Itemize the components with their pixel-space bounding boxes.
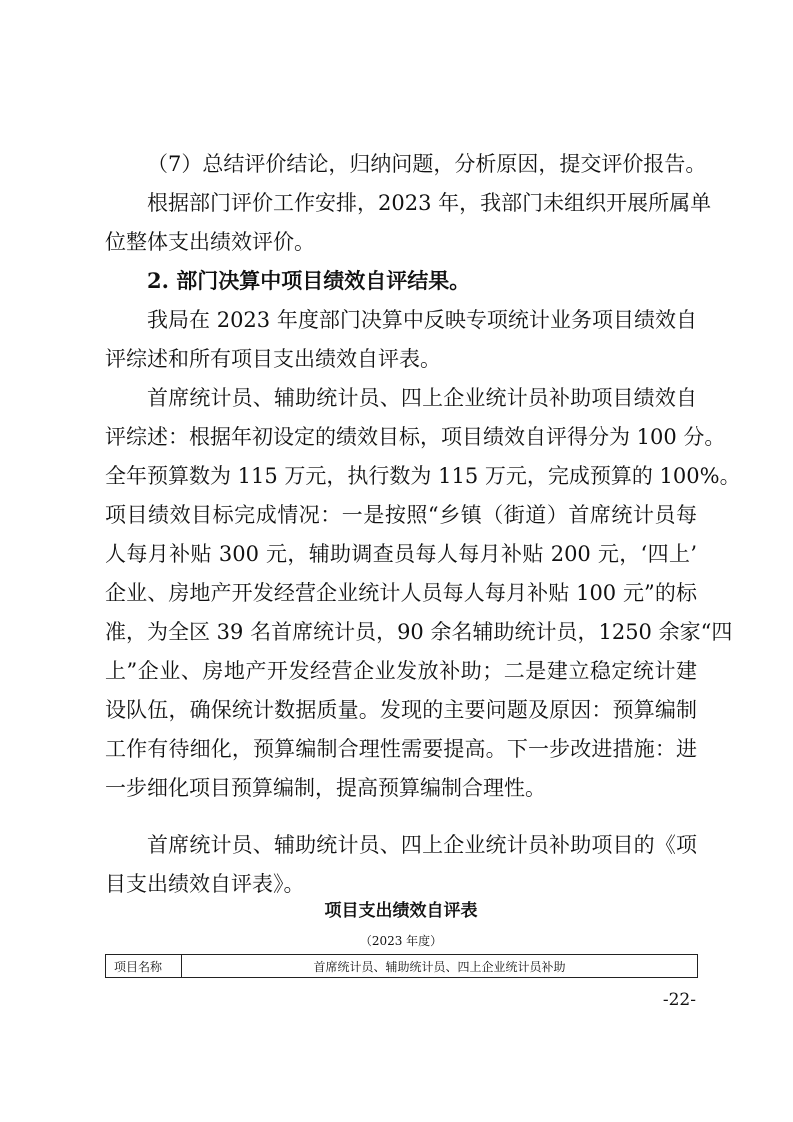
table-row	[106, 955, 698, 978]
paragraph-line: 上”企业、房地产开发经营企业发放补助；二是建立稳定统计建	[105, 659, 697, 683]
paragraph-line: 一步细化项目预算编制，提高预算编制合理性。	[105, 776, 546, 800]
table-cell-label: 项目名称	[106, 955, 182, 978]
paragraph-line: 准，为全区 39 名首席统计员，90 余名辅助统计员，1250 余家“四	[105, 620, 733, 644]
page-number: -22-	[662, 990, 696, 1010]
paragraph-line: 人每月补贴 300 元，辅助调查员每人每月补贴 200 元，‘四上’	[105, 542, 697, 566]
table-year: （2023 年度）	[359, 934, 443, 948]
paragraph-line: 位整体支出绩效评价。	[105, 230, 315, 254]
paragraph-line: 评综述和所有项目支出绩效自评表。	[105, 347, 441, 371]
table-title: 项目支出绩效自评表	[324, 901, 478, 921]
section-heading: 2. 部门决算中项目绩效自评结果。	[147, 268, 471, 293]
paragraph-line: 全年预算数为 115 万元，执行数为 115 万元，完成预算的 100%。	[105, 464, 741, 488]
paragraph-line: 设队伍，确保统计数据质量。发现的主要问题及原因：预算编制	[105, 698, 697, 722]
self-evaluation-table	[105, 954, 698, 978]
paragraph-line: 首席统计员、辅助统计员、四上企业统计员补助项目的《项	[147, 833, 697, 857]
paragraph-line: 我局在 2023 年度部门决算中反映专项统计业务项目绩效自	[147, 308, 697, 332]
table-cell-value: 首席统计员、辅助统计员、四上企业统计员补助	[182, 955, 698, 978]
paragraph-line: （7）总结评价结论，归纳问题，分析原因，提交评价报告。	[147, 152, 707, 176]
paragraph-line: 评综述：根据年初设定的绩效目标，项目绩效自评得分为 100 分。	[105, 425, 726, 449]
paragraph-line: 目支出绩效自评表》。	[105, 872, 305, 896]
paragraph-line: 首席统计员、辅助统计员、四上企业统计员补助项目绩效自	[147, 386, 697, 410]
paragraph-line: 根据部门评价工作安排，2023 年，我部门未组织开展所属单	[147, 191, 712, 215]
paragraph-line: 企业、房地产开发经营企业统计人员每人每月补贴 100 元”的标	[105, 581, 697, 605]
paragraph-line: 工作有待细化，预算编制合理性需要提高。下一步改进措施：进	[105, 737, 697, 761]
paragraph-line: 项目绩效目标完成情况：一是按照“乡镇（街道）首席统计员每	[105, 503, 697, 527]
